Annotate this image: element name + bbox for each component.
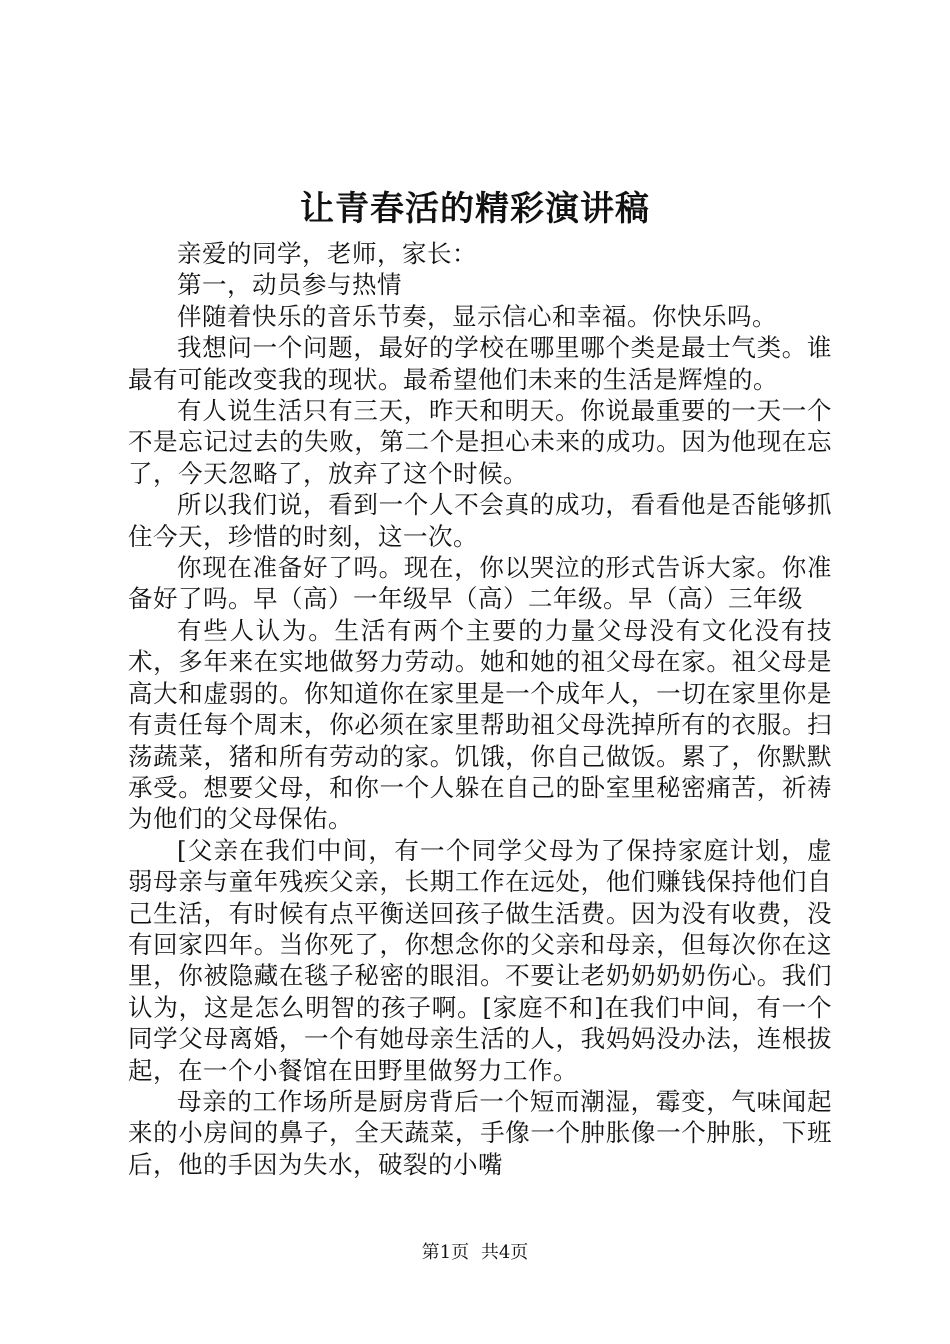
page-footer — [0, 1240, 950, 1266]
paragraph: 我想问一个问题，最好的学校在哪里哪个类是最士气类。谁最有可能改变我的现状。最希望他们未来的生活是辉煌的。 — [128, 333, 832, 394]
paragraph: [父亲在我们中间，有一个同学父母为了保持家庭计划，虚弱母亲与童年残疾父亲，长期工作在远处，他们赚钱保持他们自己生活，有时候有点平衡送回孩子做生活费。因为没有收费，没有回家四年。当你死了，你想念你的父亲和母亲，但每次你在这里，你被隐藏在毯子秘密的眼泪。不要让老奶奶奶奶伤心。我们认为，这是怎么明智的孩子啊。[家庭不和]在我们中间，有一个同学父母离婚，一个有她母亲生活的人，我妈妈没办法，连根拔起，在一个小餐馆在田野里做努力工作。 — [128, 835, 832, 1085]
document-title: 让青春活的精彩演讲稿 — [300, 189, 650, 229]
paragraph: 有些人认为。生活有两个主要的力量父母没有文化没有技术，多年来在实地做努力劳动。她和她的祖父母在家。祖父母是高大和虚弱的。你知道你在家里是一个成年人，一切在家里你是有责任每个周末，你必须在家里帮助祖父母洗掉所有的衣服。扫荡蔬菜，猪和所有劳动的家。饥饿，你自己做饭。累了，你默默承受。想要父母，和你一个人躲在自己的卧室里秘密痛苦，祈祷为他们的父母保佑。 — [128, 615, 832, 834]
paragraph: 有人说生活只有三天，昨天和明天。你说最重要的一天一个不是忘记过去的失败，第二个是担心未来的成功。因为他现在忘了，今天忽略了，放弃了这个时候。 — [128, 396, 832, 488]
page-total: 共4页 — [480, 1242, 529, 1263]
paragraph: 母亲的工作场所是厨房背后一个短而潮湿，霉变，气味闻起来的小房间的鼻子，全天蔬菜，手像一个肿胀像一个肿胀，下班后，他的手因为失水，破裂的小嘴 — [128, 1086, 832, 1179]
paragraph-salutation: 亲爱的同学，老师，家长： — [177, 239, 477, 268]
paragraph-section-heading: 第一，动员参与热情 — [177, 270, 402, 300]
page-number: 第1页 — [421, 1242, 470, 1263]
paragraph: 所以我们说，看到一个人不会真的成功，看看他是否能够抓住今天，珍惜的时刻，这一次。 — [128, 490, 832, 551]
paragraph: 你现在准备好了吗。现在，你以哭泣的形式告诉大家。你准备好了吗。早（高）一年级早（高）二年级。早（高）三年级 — [128, 553, 832, 614]
paragraph: 伴随着快乐的音乐节奏，显示信心和幸福。你快乐吗。 — [177, 301, 777, 331]
document-body — [128, 238, 832, 1180]
